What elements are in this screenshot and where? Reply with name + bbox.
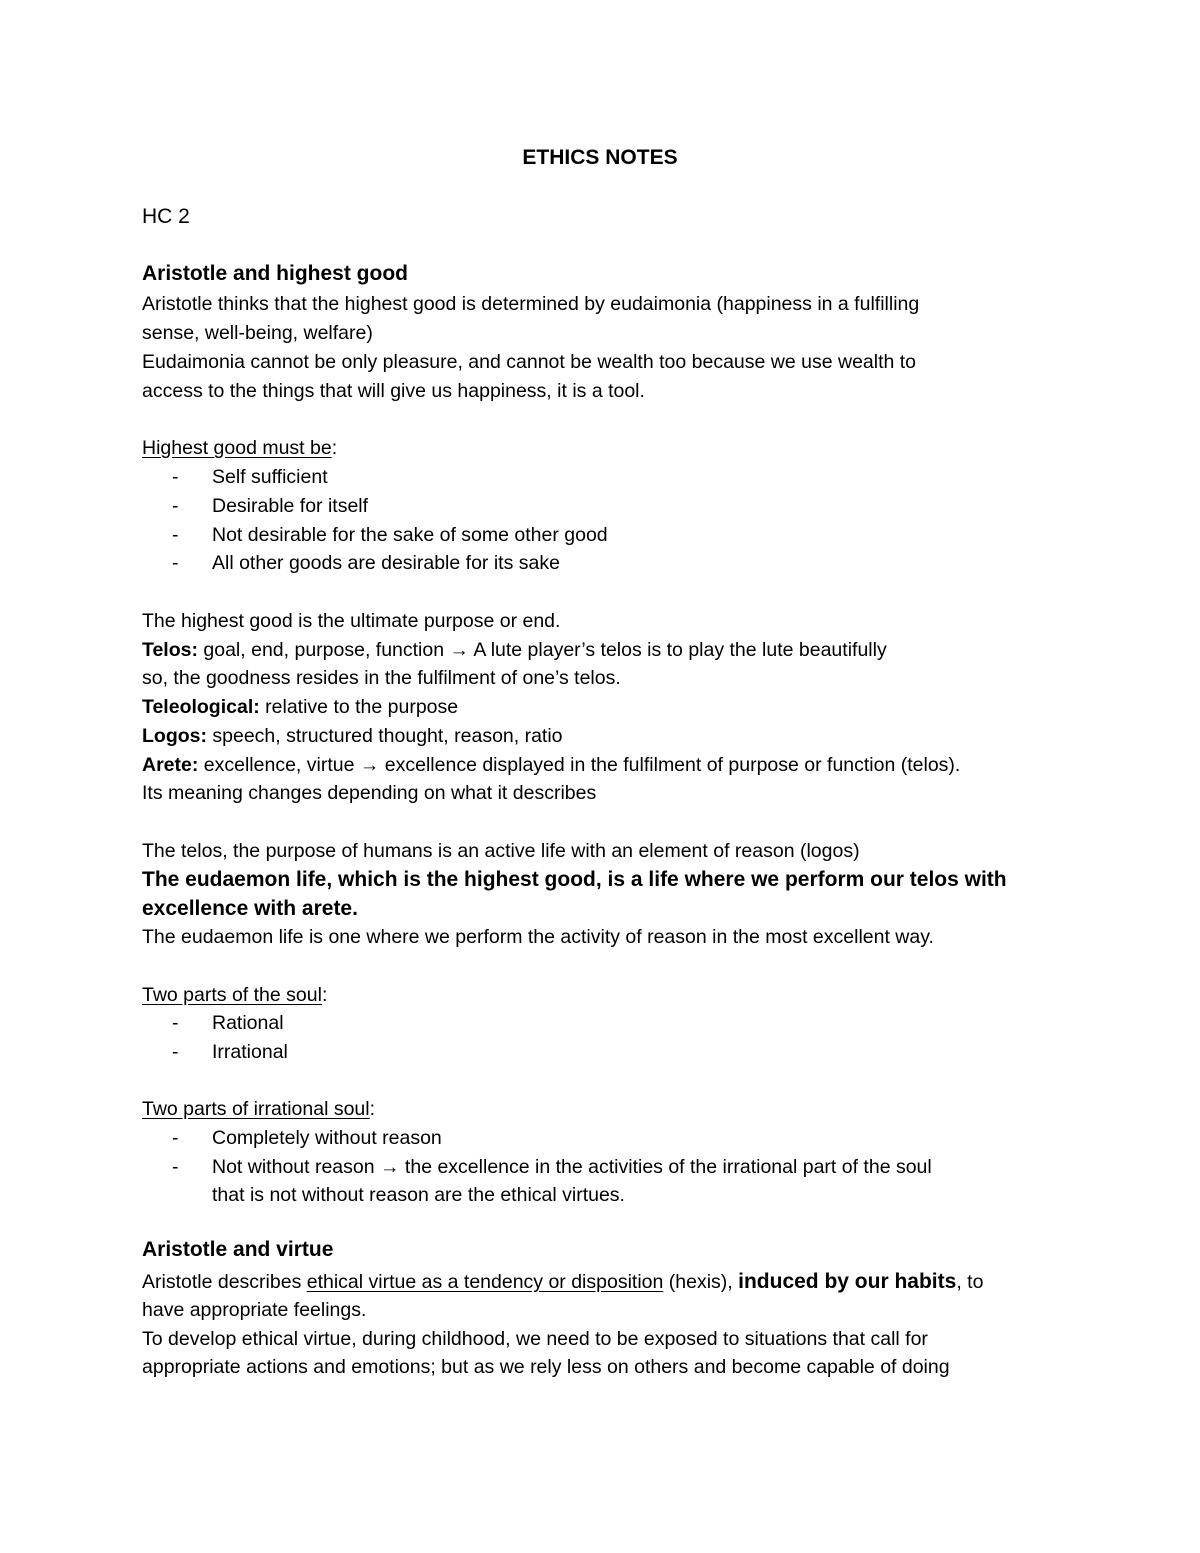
underlined-label: Highest good must be — [142, 437, 332, 459]
bullet-dash: - — [172, 1012, 179, 1034]
list-item-text: the excellence in the activities of the irrational part of the soul — [399, 1156, 932, 1178]
bold-statement: The eudaemon life, which is the highest good, is a life where we perform our telos with — [142, 868, 1007, 891]
paragraph-line: have appropriate feelings. — [142, 1299, 367, 1321]
list-item: All other goods are desirable for its sake — [212, 552, 560, 574]
colon: : — [321, 984, 328, 1006]
term: Telos: — [142, 639, 198, 661]
definition: relative to the purpose — [259, 696, 459, 718]
definition-logos — [142, 722, 563, 751]
colon: : — [331, 437, 338, 459]
heading-virtue: Aristotle and virtue — [142, 1238, 334, 1261]
definition: excellence, virtue — [198, 754, 360, 776]
bullet-dash: - — [172, 1156, 179, 1178]
arrow-icon: → — [359, 754, 380, 776]
definition-example: excellence displayed in the fulfilment of purpose or function (telos). — [379, 754, 961, 776]
paragraph-line: access to the things that will give us happiness, it is a tool. — [142, 380, 645, 402]
heading-highest-good: Aristotle and highest good — [142, 262, 408, 285]
list-item-text: Not without reason — [212, 1156, 381, 1178]
text: (hexis), — [663, 1271, 739, 1293]
term: Arete: — [142, 754, 199, 776]
section-label: HC 2 — [142, 205, 190, 228]
list-title-soul — [142, 981, 327, 1010]
paragraph-line: so, the goodness resides in the fulfilment of one’s telos. — [142, 667, 621, 689]
definition: goal, end, purpose, function — [197, 639, 450, 661]
term: Logos: — [142, 725, 207, 747]
underlined-text: ethical virtue as a tendency or disposition — [306, 1271, 664, 1293]
colon: : — [369, 1098, 376, 1120]
list-item: Not desirable for the sake of some other good — [212, 524, 608, 546]
bullet-dash: - — [172, 1127, 179, 1149]
definition-arete — [142, 751, 960, 780]
paragraph-line: To develop ethical virtue, during childhood, we need to be exposed to situations that call for — [142, 1328, 928, 1350]
list-item: Rational — [212, 1012, 284, 1034]
definition: speech, structured thought, reason, ratio — [206, 725, 563, 747]
list-item: Completely without reason — [212, 1127, 442, 1149]
text: Aristotle describes — [142, 1271, 307, 1293]
list-item: Self sufficient — [212, 466, 328, 488]
list-title-highest-good — [142, 434, 337, 463]
list-item: Irrational — [212, 1041, 288, 1063]
list-item — [212, 1153, 932, 1182]
definition-telos — [142, 636, 887, 665]
document-title: ETHICS NOTES — [522, 146, 678, 169]
paragraph-line — [142, 1267, 983, 1297]
list-title-irrational-soul — [142, 1095, 375, 1124]
definition-teleological — [142, 693, 458, 722]
arrow-icon: → — [380, 1156, 400, 1178]
paragraph-line: The eudaemon life is one where we perform the activity of reason in the most excellent way. — [142, 926, 934, 948]
bullet-dash: - — [172, 466, 179, 488]
bold-statement: excellence with arete. — [142, 897, 358, 920]
paragraph-line: Eudaimonia cannot be only pleasure, and cannot be wealth too because we use wealth to — [142, 351, 917, 373]
bold-text: induced by our habits — [738, 1270, 957, 1293]
bullet-dash: - — [172, 524, 179, 546]
paragraph-line: appropriate actions and emotions; but as we rely less on others and become capable of doing — [142, 1356, 950, 1378]
bullet-dash: - — [172, 495, 179, 517]
bullet-dash: - — [172, 1041, 179, 1063]
underlined-label: Two parts of irrational soul — [142, 1098, 370, 1120]
paragraph-line: The highest good is the ultimate purpose or end. — [142, 610, 561, 632]
bullet-dash: - — [172, 552, 179, 574]
paragraph-line: sense, well-being, welfare) — [142, 322, 373, 344]
definition-example: A lute player’s telos is to play the lute beautifully — [469, 639, 887, 661]
paragraph-line: Its meaning changes depending on what it describes — [142, 782, 597, 804]
paragraph-line: Aristotle thinks that the highest good is determined by eudaimonia (happiness in a fulfilling — [142, 293, 920, 315]
text: , to — [956, 1271, 984, 1293]
list-item: Desirable for itself — [212, 495, 369, 517]
list-item-continuation: that is not without reason are the ethical virtues. — [212, 1184, 625, 1206]
paragraph-line: The telos, the purpose of humans is an active life with an element of reason (logos) — [142, 840, 860, 862]
term: Teleological: — [142, 696, 260, 718]
underlined-label: Two parts of the soul — [142, 984, 322, 1006]
arrow-icon: → — [449, 639, 469, 661]
